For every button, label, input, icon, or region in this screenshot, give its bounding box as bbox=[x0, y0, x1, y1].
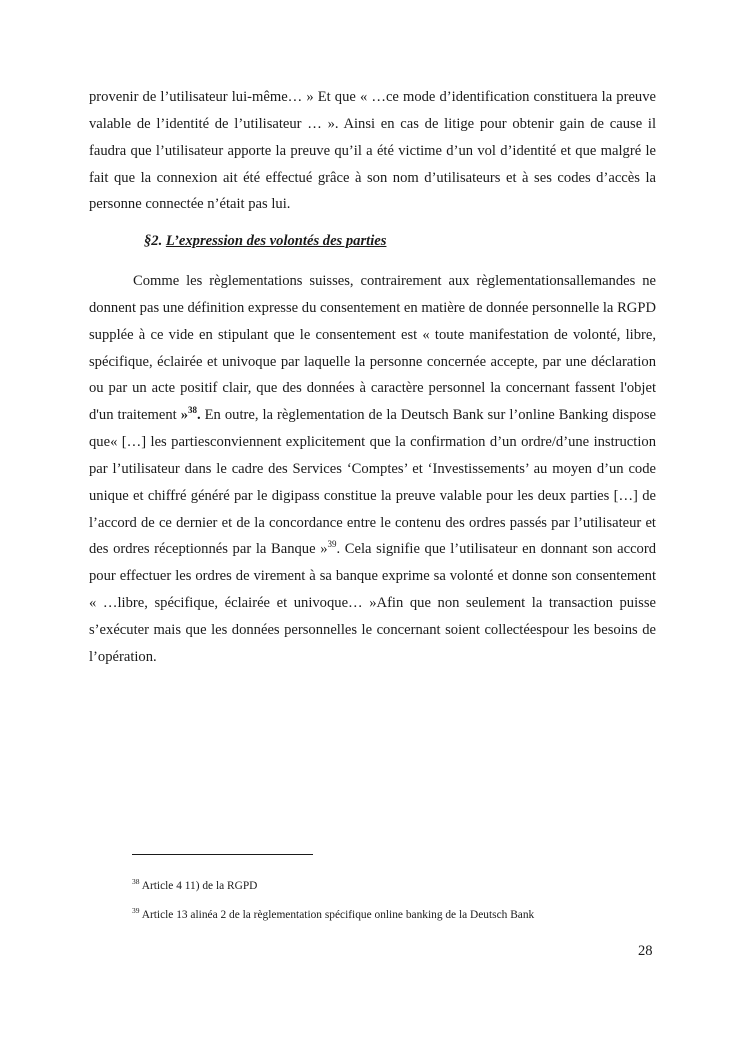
paragraph-consent-part-a: Comme les règlementations suisses, contrairement aux règlementationsallemandes ne donnent pas une définition expresse du consentement en matière de donnée personnelle la RGPD supplée à ce vide en stipulant que le consentement est « toute manifestation de volonté, libre, spécifique, éclairée et univoque par laquelle la personne concernée accepte, par une déclaration ou par un acte positif clair, que des données à caractère personnel la concernant fassent l'objet d'un traitement bbox=[89, 273, 656, 424]
section-title: L’expression des volontés des parties bbox=[165, 233, 387, 249]
paragraph-continuation: provenir de l’utilisateur lui-même… » Et que « …ce mode d’identification constituera la preuve valable de l’identité de l’utilisateur … ». Ainsi en cas de litige pour obtenir gain de cause il faudra que l’utilisateur apporte la preuve qu’il a été victime d’un vol d’identité et que malgré le fait que la connexion ait été effectué grâce à son nom d’utilisateurs et à ses codes d’accès la personne connectée n’était pas lui. bbox=[89, 89, 656, 213]
paragraph-consent-part-b: En outre, la règlementation de la Deutsch Bank sur l’online Banking dispose que« […] les partiesconviennent explicitement que la confirmation d’un ordre/d’une instruction par l’utilisateur dans le cadre des Services ‘Comptes’ et ‘Investissements’ au moyen d’un code unique et chiffré généré par le digipass constitue la preuve valable pour les deux parties […] de l’accord de ce dernier et de la concordance entre le contenu des ordres passés par l’utilisateur et des ordres réceptionnés par la Banque » bbox=[89, 407, 656, 558]
section-heading bbox=[144, 228, 386, 255]
footnote-separator bbox=[132, 854, 313, 855]
footnote-text: Article 4 11) de la RGPD bbox=[139, 880, 258, 892]
footnote-39 bbox=[132, 908, 534, 922]
paragraph-consent-part-c: . Cela signifie que l’utilisateur en donnant son accord pour effectuer les ordres de virement à sa banque exprime sa volonté et donne son consentement « …libre, spécifique, éclairée et univoque… »Afin que non seulement la transaction puisse s’exécuter mais que les données personnelles le concernant soient collectéespour les besoins de l’opération. bbox=[89, 541, 656, 665]
footnote-38 bbox=[132, 879, 257, 893]
sentence-period: . bbox=[196, 407, 201, 424]
closing-quote: » bbox=[180, 407, 188, 424]
footnote-number: 39 bbox=[132, 906, 140, 916]
footnote-number: 38 bbox=[132, 877, 140, 887]
paragraph-consent bbox=[89, 268, 656, 671]
footnote-ref-39: 39 bbox=[327, 539, 337, 550]
page-number: 28 bbox=[638, 943, 653, 959]
footnote-text: Article 13 alinéa 2 de la règlementation spécifique online banking de la Deutsch Bank bbox=[139, 909, 535, 921]
section-number: §2. bbox=[144, 233, 163, 249]
footnote-ref-38: 38 bbox=[187, 405, 197, 416]
